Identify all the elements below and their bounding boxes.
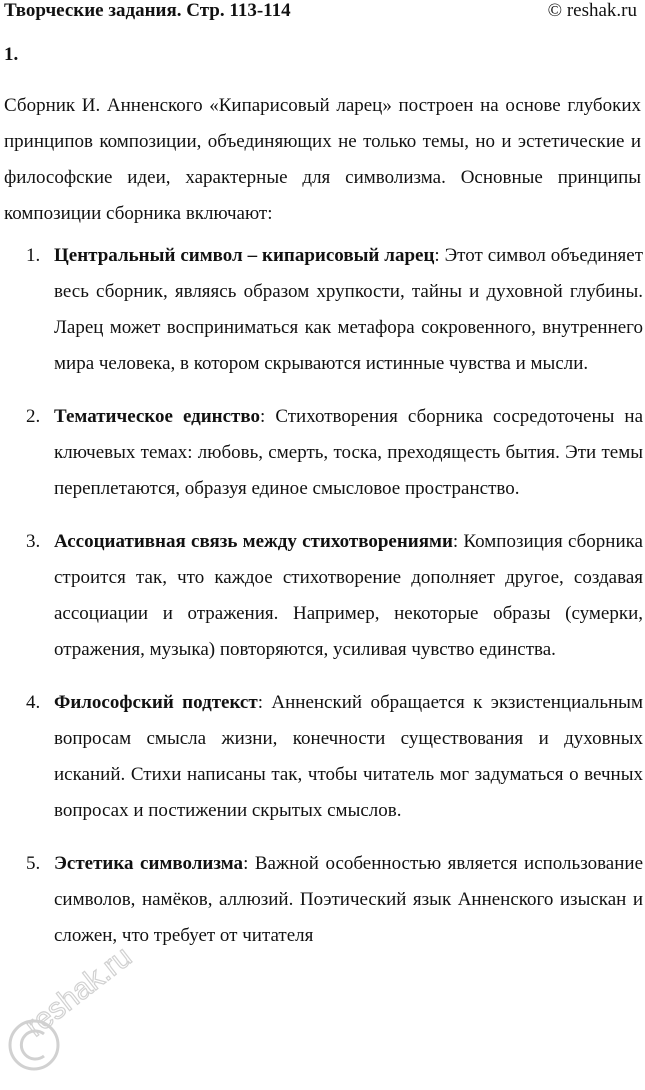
item-text: : Этот символ объединяет весь сборник, являясь образом хрупкости, тайны и духовной глубины. Ларец может восприниматься как метафора сокровенного, внутреннего мира человека, в котором скрываются истинные чувства и мысли. <box>54 245 643 374</box>
task-number: 1. <box>4 44 19 65</box>
list-item <box>26 399 643 507</box>
item-text: : Важной особенностью является использование символов, намёков, аллюзий. Поэтический язык Анненского изыскан и сложен, что требует от читателя <box>54 853 644 946</box>
item-text: : Стихотворения сборника сосредоточены на ключевых темах: любовь, смерть, тоска, преходящесть бытия. Эти темы переплетаются, образуя единое смысловое пространство. <box>54 406 643 499</box>
list-item <box>26 524 643 668</box>
item-term: Эстетика символизма <box>54 853 244 874</box>
item-text: : Композиция сборника строится так, что каждое стихотворение дополняет другое, создавая ассоциации и отражения. Например, некоторые образы (сумерки, отражения, музыка) повторяются, усиливая чувство единства. <box>54 531 643 660</box>
list-item <box>26 846 643 954</box>
item-term: Ассоциативная связь между стихотворениями <box>54 531 453 552</box>
page-title: Творческие задания. Стр. 113-114 <box>4 0 291 21</box>
list-item <box>26 238 643 382</box>
item-term: Философский подтекст <box>54 692 258 713</box>
item-number: 5. <box>26 853 41 874</box>
intro-paragraph: Сборник И. Анненского «Кипарисовый ларец» построен на основе глубоких принципов композиции, объединяющих не только темы, но и эстетические и философские идеи, характерные для символизма. Основные принципы композиции сборника включают: <box>4 95 641 224</box>
item-number: 3. <box>26 531 41 552</box>
list-item <box>26 685 643 829</box>
watermark-text: reshak.ru <box>19 940 138 1044</box>
item-number: 1. <box>26 245 41 266</box>
principles-list <box>26 238 643 971</box>
copyright-icon <box>10 1021 58 1069</box>
item-text: : Анненский обращается к экзистенциальным вопросам смысла жизни, конечности существования и духовных исканий. Стихи написаны так, чтобы читатель мог задуматься о вечных вопросах и постижении скрытых смыслов. <box>54 692 643 821</box>
item-term: Центральный символ – кипарисовый ларец <box>54 245 435 266</box>
site-credit: © reshak.ru <box>547 0 637 21</box>
item-number: 4. <box>26 692 41 713</box>
page-header <box>4 0 637 24</box>
item-term: Тематическое единство <box>54 406 261 427</box>
item-number: 2. <box>26 406 41 427</box>
